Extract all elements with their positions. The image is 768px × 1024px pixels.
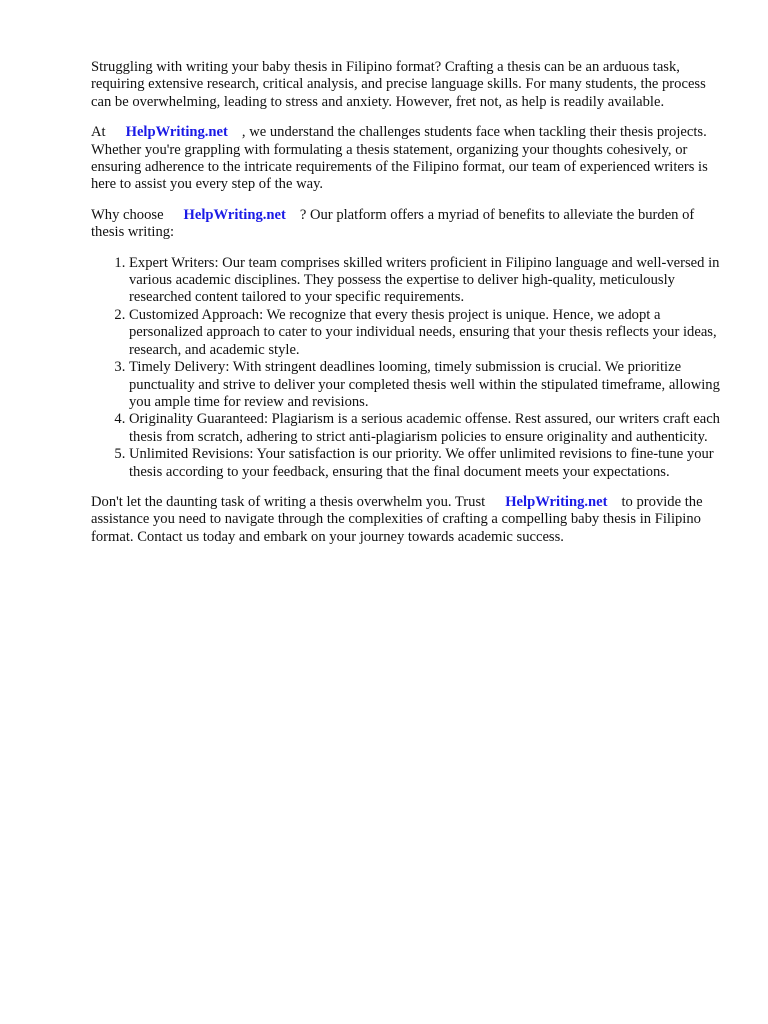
closing-lead-text: Don't let the daunting task of writing a thesis overwhelm you. Trust [91,493,486,510]
helpwriting-link[interactable]: HelpWriting.net [183,206,286,223]
document-page [91,59,727,559]
closing-paragraph [91,494,727,546]
closing-body-text: to provide the assistance you need to navigate through the complexities of crafting a compelling baby thesis in Filipino format. Contact us today and embark on your journey towards academic success. [91,493,703,545]
about-paragraph [91,124,727,194]
intro-paragraph: Struggling with writing your baby thesis in Filipino format? Crafting a thesis can be an arduous task, requiring extensive research, critical analysis, and precise language skills. For many students, the process can be overwhelming, leading to stress and anxiety. However, fret not, as help is readily available. [91,59,706,110]
list-item: 4. Originality Guaranteed: Plagiarism is a serious academic offense. Rest assured, our writers craft each thesis from scratch, adhering to strict anti-plagiarism policies to ensure originality and authenticity. [129,411,727,446]
about-body-text: , we understand the challenges students face when tackling their thesis projects. Whether you're grappling with formulating a thesis statement, organizing your thoughts cohesively, or ensuring adherence to the intricate requirements of the Filipino format, our team of experienced writers is here to assist you every step of the way. [91,124,708,193]
list-item: 1. Expert Writers: Our team comprises skilled writers proficient in Filipino language and well-versed in various academic disciplines. They possess the expertise to deliver high-quality, meticulously researched content tailored to your specific requirements. [129,255,727,307]
helpwriting-link[interactable]: HelpWriting.net [505,493,608,510]
why-choose-paragraph [91,207,727,242]
why-choose-body-text: ? Our platform offers a myriad of benefits to alleviate the burden of thesis writing: [91,206,695,241]
why-choose-lead-text: Why choose [91,206,164,223]
helpwriting-link[interactable]: HelpWriting.net [125,124,228,141]
list-item: 5. Unlimited Revisions: Your satisfaction is our priority. We offer unlimited revisions to fine-tune your thesis according to your feedback, ensuring that the final document meets your expectations. [129,446,727,481]
list-item: 2. Customized Approach: We recognize that every thesis project is unique. Hence, we adopt a personalized approach to cater to your individual needs, ensuring that your thesis reflects your ideas, research, and academic style. [129,307,727,359]
benefits-list [91,255,727,481]
list-item: 3. Timely Delivery: With stringent deadlines looming, timely submission is crucial. We prioritize punctuality and strive to deliver your completed thesis well within the stipulated timeframe, allowing you ample time for review and revisions. [129,359,727,411]
about-lead-text: At [91,124,106,141]
